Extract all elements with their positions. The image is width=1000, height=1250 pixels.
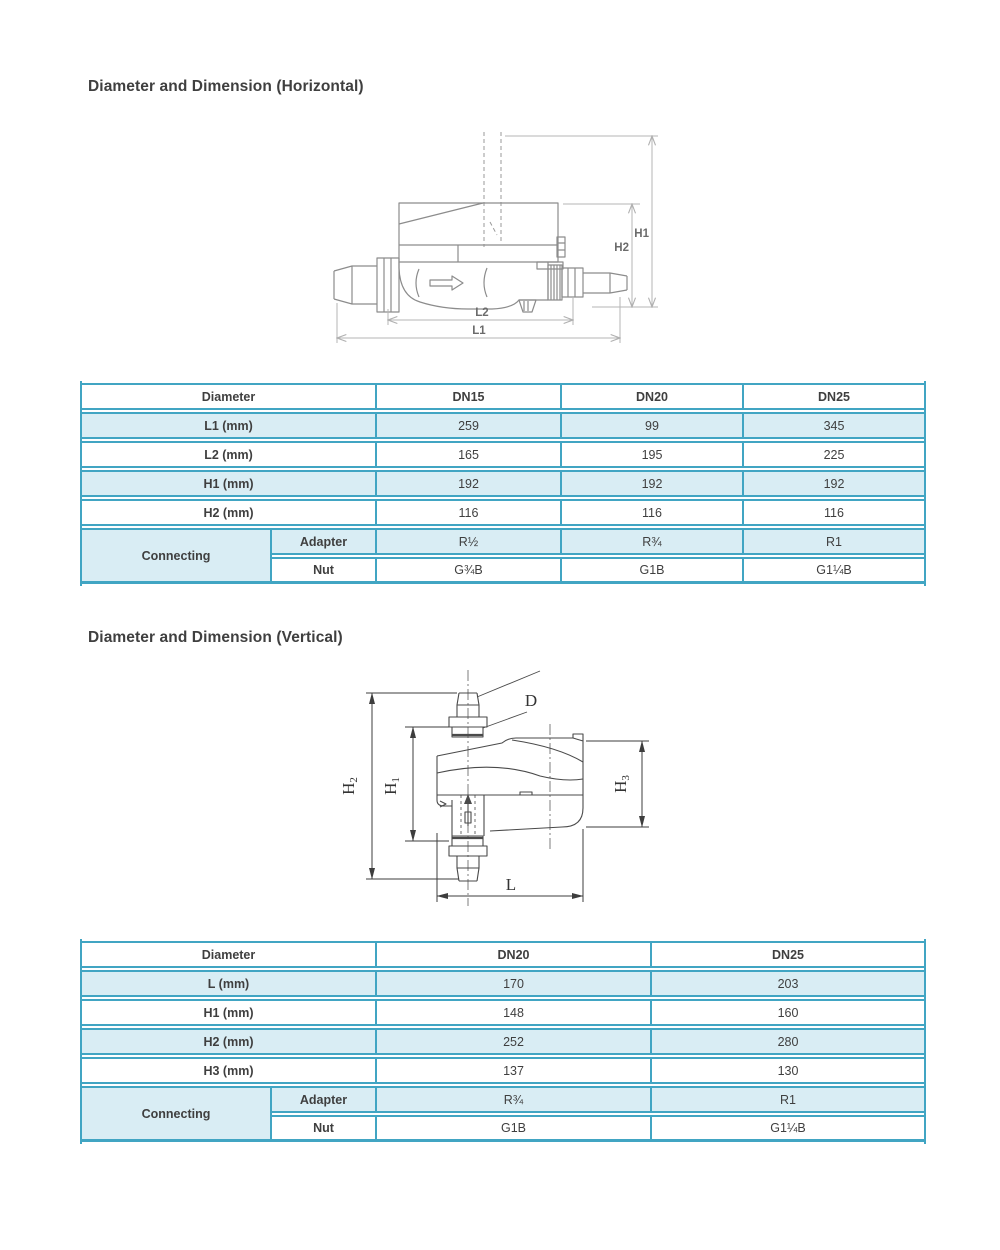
- h2-label: H2: [614, 242, 629, 254]
- table-row: [82, 970, 924, 997]
- table-row: [82, 412, 924, 439]
- table-row: [82, 1086, 924, 1113]
- vertical-meter-drawing: [335, 660, 665, 915]
- vertical-dimension-lines: [366, 693, 649, 902]
- section-title-horizontal: Diameter and Dimension (Horizontal): [88, 78, 364, 95]
- column-header: DN25: [652, 941, 924, 968]
- row-label: L (mm): [82, 970, 377, 997]
- cell-value: 116: [744, 499, 924, 526]
- l1-label: L1: [472, 325, 486, 337]
- cell-value: 137: [377, 1057, 652, 1084]
- cell-value: 165: [377, 441, 562, 468]
- table-row: [82, 383, 924, 410]
- row-label-connecting: Connecting: [82, 528, 272, 584]
- column-header: DN20: [377, 941, 652, 968]
- cell-value: R1: [744, 528, 924, 555]
- cell-value: R¾: [377, 1086, 652, 1113]
- cell-value: R¾: [562, 528, 744, 555]
- cell-value: 130: [652, 1057, 924, 1084]
- table-row: [82, 528, 924, 555]
- cell-value: 192: [377, 470, 562, 497]
- horizontal-dimensions-table: [80, 381, 926, 586]
- d-label: D: [524, 691, 538, 710]
- cell-value: 259: [377, 412, 562, 439]
- horizontal-dimension-labels: [472, 228, 649, 337]
- cell-value: 195: [562, 441, 744, 468]
- centerlines: [468, 670, 550, 906]
- cell-value: G1B: [377, 1115, 652, 1142]
- cell-value: R1: [652, 1086, 924, 1113]
- cell-value: 160: [652, 999, 924, 1026]
- cell-value: G¾B: [377, 557, 562, 584]
- cell-value: G1¼B: [652, 1115, 924, 1142]
- cell-value: 170: [377, 970, 652, 997]
- l-label: L: [505, 875, 517, 894]
- column-header: DN25: [744, 383, 924, 410]
- h1-label: H1: [634, 228, 649, 240]
- cell-value: G1B: [562, 557, 744, 584]
- row-label: Adapter: [272, 1086, 377, 1113]
- cell-value: 99: [562, 412, 744, 439]
- column-header: Diameter: [82, 941, 377, 968]
- row-label: H1 (mm): [82, 470, 377, 497]
- row-label: Nut: [272, 557, 377, 584]
- cell-value: 116: [562, 499, 744, 526]
- vertical-dimension-labels: [339, 691, 632, 894]
- cell-value: 225: [744, 441, 924, 468]
- row-label: H2 (mm): [82, 1028, 377, 1055]
- table-row: [82, 441, 924, 468]
- column-header: DN15: [377, 383, 562, 410]
- h1-label: H1: [381, 777, 402, 795]
- row-label: L1 (mm): [82, 412, 377, 439]
- row-label: Nut: [272, 1115, 377, 1142]
- row-label-connecting: Connecting: [82, 1086, 272, 1142]
- column-header: Diameter: [82, 383, 377, 410]
- cell-value: 192: [744, 470, 924, 497]
- cell-value: 192: [562, 470, 744, 497]
- h3-label: H3: [611, 775, 632, 793]
- row-label: H1 (mm): [82, 999, 377, 1026]
- cell-value: 203: [652, 970, 924, 997]
- cell-value: 148: [377, 999, 652, 1026]
- cell-value: G1¼B: [744, 557, 924, 584]
- cell-value: 280: [652, 1028, 924, 1055]
- row-label: H2 (mm): [82, 499, 377, 526]
- cell-value: R½: [377, 528, 562, 555]
- cable-dashed-lines: [484, 132, 501, 247]
- cell-value: 345: [744, 412, 924, 439]
- h2-label: H2: [339, 777, 360, 795]
- horizontal-meter-drawing: [320, 118, 670, 353]
- row-label: L2 (mm): [82, 441, 377, 468]
- section-title-vertical: Diameter and Dimension (Vertical): [88, 629, 343, 646]
- table-row: [82, 941, 924, 968]
- vertical-meter-outline: [437, 671, 583, 881]
- l2-label: L2: [475, 307, 489, 319]
- vertical-dimensions-table: [80, 939, 926, 1144]
- table-row: [82, 1057, 924, 1084]
- column-header: DN20: [562, 383, 744, 410]
- cell-value: 252: [377, 1028, 652, 1055]
- horizontal-meter-outline: [334, 203, 627, 312]
- cell-value: 116: [377, 499, 562, 526]
- table-row: [82, 999, 924, 1026]
- table-row: [82, 1028, 924, 1055]
- row-label: Adapter: [272, 528, 377, 555]
- table-row: [82, 470, 924, 497]
- row-label: H3 (mm): [82, 1057, 377, 1084]
- table-row: [82, 499, 924, 526]
